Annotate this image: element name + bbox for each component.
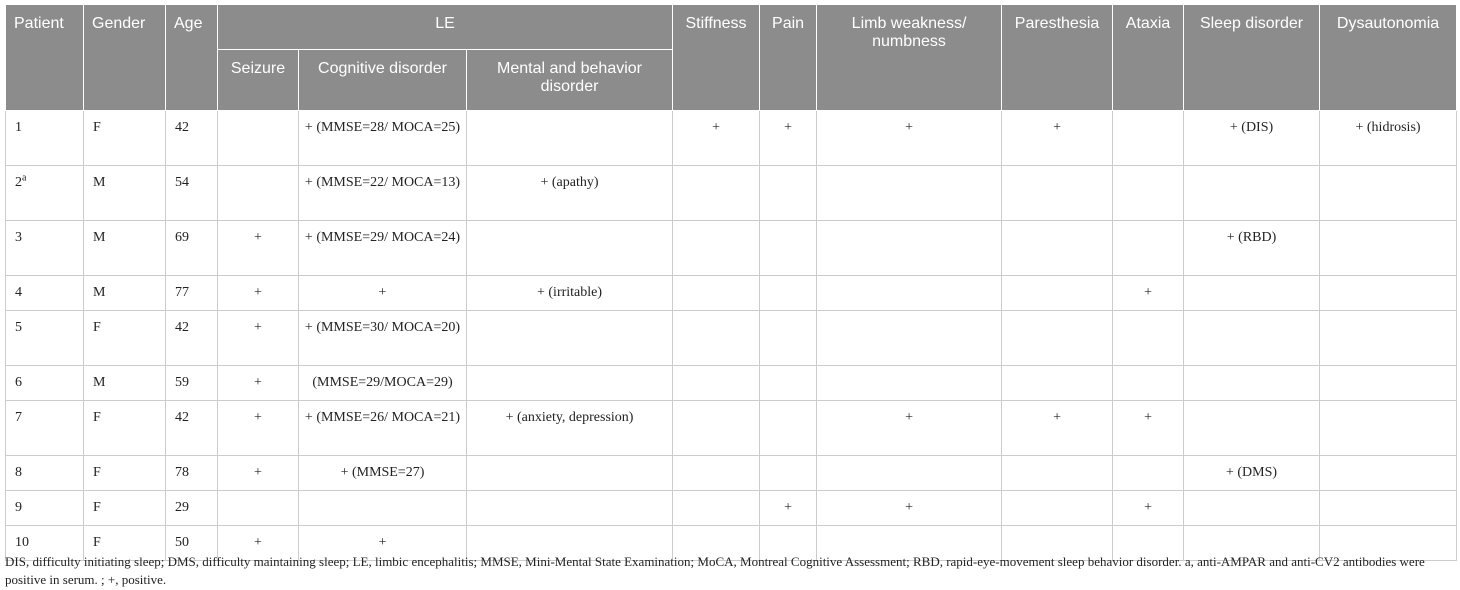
cell-stiffness	[673, 111, 760, 166]
cell-paresthesia	[1002, 276, 1113, 311]
seizure-value: +	[254, 465, 262, 480]
header-seizure: Seizure	[218, 50, 299, 111]
cognitive-value: + (MMSE=26/ MOCA=21)	[304, 410, 461, 425]
cell-mental	[467, 491, 673, 526]
cell-ataxia	[1113, 401, 1184, 456]
gender-value: M	[93, 175, 106, 190]
patient-value: 2	[15, 175, 22, 190]
dysautonomia-value: + (hidrosis)	[1355, 120, 1421, 135]
clinical-features-table	[5, 4, 1457, 561]
patient-value: 9	[15, 500, 22, 515]
age-value: 42	[175, 120, 189, 135]
cell-mental	[467, 166, 673, 221]
cell-limb	[817, 491, 1002, 526]
gender-value: F	[93, 535, 101, 550]
cell-mental	[467, 111, 673, 166]
table-body	[6, 111, 1457, 561]
table-row	[6, 166, 1457, 221]
cell-patient	[6, 276, 84, 311]
header-sleep: Sleep disorder	[1184, 5, 1320, 111]
gender-value: M	[93, 375, 106, 390]
ataxia-value: +	[1144, 410, 1152, 425]
cell-pain	[760, 221, 817, 276]
cell-patient	[6, 311, 84, 366]
limb-value: +	[905, 120, 913, 135]
cell-dysautonomia	[1320, 491, 1457, 526]
cell-sleep	[1184, 311, 1320, 366]
cell-age	[166, 221, 218, 276]
cell-age	[166, 491, 218, 526]
header-limb: Limb weakness/ numbness	[817, 5, 1002, 111]
cell-paresthesia	[1002, 311, 1113, 366]
cell-mental	[467, 311, 673, 366]
age-value: 77	[175, 285, 189, 300]
cell-ataxia	[1113, 491, 1184, 526]
cell-mental	[467, 456, 673, 491]
table-row	[6, 491, 1457, 526]
cell-pain	[760, 166, 817, 221]
patient-value: 10	[15, 535, 29, 550]
cognitive-value: + (MMSE=30/ MOCA=20)	[304, 320, 461, 335]
age-value: 42	[175, 410, 189, 425]
paresthesia-value: +	[1053, 410, 1061, 425]
seizure-value: +	[254, 410, 262, 425]
cell-ataxia	[1113, 456, 1184, 491]
mental-value: + (irritable)	[537, 285, 603, 300]
cell-cognitive	[299, 276, 467, 311]
paresthesia-value: +	[1053, 120, 1061, 135]
cell-sleep	[1184, 166, 1320, 221]
table-row	[6, 401, 1457, 456]
cell-stiffness	[673, 276, 760, 311]
cell-mental	[467, 401, 673, 456]
cell-dysautonomia	[1320, 456, 1457, 491]
cognitive-value: + (MMSE=29/ MOCA=24)	[304, 230, 461, 245]
ataxia-value: +	[1144, 285, 1152, 300]
patient-value: 3	[15, 230, 22, 245]
cell-cognitive	[299, 311, 467, 366]
cell-paresthesia	[1002, 456, 1113, 491]
cell-mental	[467, 366, 673, 401]
ataxia-value: +	[1144, 500, 1152, 515]
age-value: 50	[175, 535, 189, 550]
cell-ataxia	[1113, 166, 1184, 221]
pain-value: +	[784, 500, 792, 515]
table-row	[6, 366, 1457, 401]
cell-stiffness	[673, 366, 760, 401]
patient-value: 4	[15, 285, 22, 300]
cell-pain	[760, 276, 817, 311]
cell-limb	[817, 311, 1002, 366]
pain-value: +	[784, 120, 792, 135]
patient-value: 5	[15, 320, 22, 335]
cognitive-value: + (MMSE=28/ MOCA=25)	[304, 120, 461, 135]
limb-value: +	[905, 410, 913, 425]
header-ataxia: Ataxia	[1113, 5, 1184, 111]
cell-gender	[84, 366, 166, 401]
stiffness-value: +	[712, 120, 720, 135]
cell-limb	[817, 221, 1002, 276]
cell-limb	[817, 366, 1002, 401]
cell-dysautonomia	[1320, 111, 1457, 166]
cell-mental	[467, 276, 673, 311]
patient-value: 1	[15, 120, 22, 135]
cell-sleep	[1184, 366, 1320, 401]
cell-cognitive	[299, 491, 467, 526]
cell-seizure	[218, 401, 299, 456]
cell-age	[166, 276, 218, 311]
table-footnote: DIS, difficulty initiating sleep; DMS, difficulty maintaining sleep; LE, limbic encephalitis; MMSE, Mini-Mental State Examination; MoCA, Montreal Cognitive Assessment; RBD, rapid-eye-movement sleep behavior disorder. a, anti-AMPAR and anti-CV2 antibodies were positive in serum. ; +, positive.	[5, 554, 1425, 587]
cell-limb	[817, 401, 1002, 456]
cell-pain	[760, 491, 817, 526]
gender-value: M	[93, 230, 106, 245]
cell-stiffness	[673, 221, 760, 276]
age-value: 78	[175, 465, 189, 480]
cell-seizure	[218, 456, 299, 491]
cell-pain	[760, 111, 817, 166]
cell-ataxia	[1113, 221, 1184, 276]
patient-value: 6	[15, 375, 22, 390]
age-value: 69	[175, 230, 189, 245]
cell-cognitive	[299, 456, 467, 491]
header-patient: Patient	[6, 5, 84, 111]
sleep-value: + (DMS)	[1225, 465, 1278, 480]
cognitive-value: + (MMSE=22/ MOCA=13)	[304, 175, 461, 190]
cell-patient	[6, 401, 84, 456]
cell-sleep	[1184, 456, 1320, 491]
cell-limb	[817, 276, 1002, 311]
table-row	[6, 276, 1457, 311]
cell-sleep	[1184, 276, 1320, 311]
header-le: LE	[218, 5, 673, 50]
cell-seizure	[218, 111, 299, 166]
cell-gender	[84, 491, 166, 526]
cognitive-value: + (MMSE=27)	[340, 465, 425, 480]
cell-seizure	[218, 166, 299, 221]
gender-value: F	[93, 465, 101, 480]
cell-ataxia	[1113, 366, 1184, 401]
header-cognitive: Cognitive disorder	[299, 50, 467, 111]
age-value: 42	[175, 320, 189, 335]
cell-gender	[84, 111, 166, 166]
header-gender: Gender	[84, 5, 166, 111]
cell-dysautonomia	[1320, 311, 1457, 366]
cell-cognitive	[299, 111, 467, 166]
cognitive-value: +	[378, 285, 387, 300]
cell-seizure	[218, 491, 299, 526]
cell-stiffness	[673, 401, 760, 456]
cell-gender	[84, 401, 166, 456]
table-row	[6, 311, 1457, 366]
cell-stiffness	[673, 166, 760, 221]
seizure-value: +	[254, 320, 262, 335]
gender-value: M	[93, 285, 106, 300]
cell-paresthesia	[1002, 166, 1113, 221]
cell-seizure	[218, 221, 299, 276]
cell-gender	[84, 311, 166, 366]
cell-pain	[760, 366, 817, 401]
cell-sleep	[1184, 221, 1320, 276]
table-row	[6, 221, 1457, 276]
cell-paresthesia	[1002, 366, 1113, 401]
cell-paresthesia	[1002, 221, 1113, 276]
seizure-value: +	[254, 230, 262, 245]
cell-seizure	[218, 366, 299, 401]
cell-ataxia	[1113, 111, 1184, 166]
header-paresthesia: Paresthesia	[1002, 5, 1113, 111]
cell-ataxia	[1113, 311, 1184, 366]
cell-dysautonomia	[1320, 401, 1457, 456]
cell-paresthesia	[1002, 111, 1113, 166]
cell-seizure	[218, 276, 299, 311]
cell-age	[166, 456, 218, 491]
header-stiffness: Stiffness	[673, 5, 760, 111]
cell-seizure	[218, 311, 299, 366]
cell-age	[166, 366, 218, 401]
header-dysautonomia: Dysautonomia	[1320, 5, 1457, 111]
sleep-value: + (RBD)	[1226, 230, 1277, 245]
cell-paresthesia	[1002, 491, 1113, 526]
gender-value: F	[93, 410, 101, 425]
cell-age	[166, 401, 218, 456]
cell-cognitive	[299, 221, 467, 276]
cell-sleep	[1184, 111, 1320, 166]
cell-age	[166, 311, 218, 366]
age-value: 54	[175, 175, 189, 190]
cell-pain	[760, 456, 817, 491]
sleep-value: + (DIS)	[1229, 120, 1274, 135]
cell-dysautonomia	[1320, 166, 1457, 221]
cell-dysautonomia	[1320, 276, 1457, 311]
cell-gender	[84, 221, 166, 276]
footnote-marker: a	[22, 172, 27, 184]
cognitive-value: (MMSE=29/MOCA=29)	[312, 375, 453, 390]
cell-sleep	[1184, 401, 1320, 456]
cell-dysautonomia	[1320, 366, 1457, 401]
patient-value: 7	[15, 410, 22, 425]
cell-gender	[84, 276, 166, 311]
header-pain: Pain	[760, 5, 817, 111]
cell-stiffness	[673, 491, 760, 526]
cell-limb	[817, 111, 1002, 166]
seizure-value: +	[254, 285, 262, 300]
header-mental: Mental and behavior disorder	[467, 50, 673, 111]
cell-cognitive	[299, 401, 467, 456]
table-row	[6, 111, 1457, 166]
cell-cognitive	[299, 366, 467, 401]
age-value: 59	[175, 375, 189, 390]
cell-mental	[467, 221, 673, 276]
cell-age	[166, 111, 218, 166]
seizure-value: +	[254, 535, 262, 550]
cell-age	[166, 166, 218, 221]
cell-gender	[84, 166, 166, 221]
cell-patient	[6, 491, 84, 526]
gender-value: F	[93, 320, 101, 335]
cell-gender	[84, 456, 166, 491]
header-age: Age	[166, 5, 218, 111]
cell-pain	[760, 401, 817, 456]
limb-value: +	[905, 500, 913, 515]
cell-pain	[760, 311, 817, 366]
cell-cognitive	[299, 166, 467, 221]
cell-limb	[817, 166, 1002, 221]
table-row	[6, 456, 1457, 491]
cognitive-value: +	[378, 535, 387, 550]
seizure-value: +	[254, 375, 262, 390]
cell-patient	[6, 166, 84, 221]
gender-value: F	[93, 120, 101, 135]
gender-value: F	[93, 500, 101, 515]
cell-stiffness	[673, 311, 760, 366]
cell-patient	[6, 366, 84, 401]
cell-paresthesia	[1002, 401, 1113, 456]
mental-value: + (apathy)	[540, 175, 599, 190]
cell-sleep	[1184, 491, 1320, 526]
mental-value: + (anxiety, depression)	[505, 410, 634, 425]
cell-patient	[6, 456, 84, 491]
cell-patient	[6, 111, 84, 166]
age-value: 29	[175, 500, 189, 515]
cell-dysautonomia	[1320, 221, 1457, 276]
cell-limb	[817, 456, 1002, 491]
cell-ataxia	[1113, 276, 1184, 311]
patient-value: 8	[15, 465, 22, 480]
cell-stiffness	[673, 456, 760, 491]
cell-patient	[6, 221, 84, 276]
